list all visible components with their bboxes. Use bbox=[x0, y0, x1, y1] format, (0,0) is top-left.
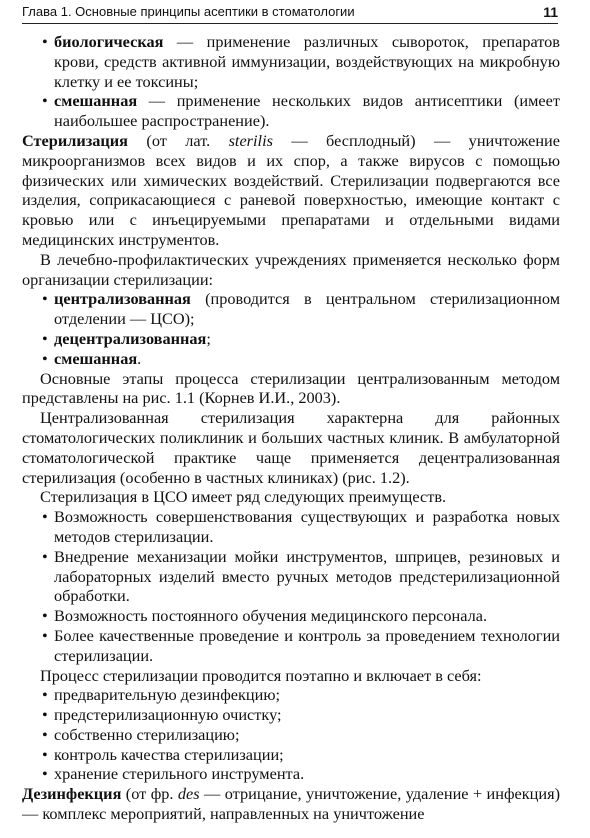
forms-intro: В лечебно-профилактических учреждениях применяется несколько форм организации стерилизации: bbox=[22, 249, 560, 289]
advantages-list bbox=[22, 507, 560, 665]
advantages-intro: Стерилизация в ЦСО имеет ряд следующих преимуществ. bbox=[40, 487, 447, 507]
list-item: • биологическая — применение различных сывороток, препаратов крови, средств активной иммунизации, воздействующих на микробную клетку и ее токсины; bbox=[22, 32, 560, 91]
page-number: 11 bbox=[543, 3, 558, 20]
list-item: • смешанная. bbox=[22, 349, 560, 369]
running-header bbox=[22, 0, 558, 24]
disinfection-definition: Дезинфекция (от фр. des — отрицание, уничтожение, удаление + инфекция) — комплекс мероприятий, направленных на уничтожение bbox=[22, 784, 561, 824]
sterilization-definition: Стерилизация (от лат. sterilis — бесплодный) — уничтожение микроорганизмов всех видов и их спор, а также вирусов с помощью физических или химических воздействий. Стерилизации подвергаются все изделия, соприкасающиеся с раневой поверхностью, имеющие контакт с кровью или с инъецируемыми препаратами и отдельными видами медицинских инструментов. bbox=[22, 130, 560, 249]
process-list bbox=[22, 685, 560, 784]
list-item: • хранение стерильного инструмента. bbox=[22, 764, 560, 784]
centralized-paragraph: Централизованная стерилизация характерна для районных стоматологических поликлиник и больших частных клиник. В амбулаторной стоматологической практике чаще применяется децентрализованная стерилизация (особенно в частных клиниках) (рис. 1.2). bbox=[22, 408, 560, 487]
list-item: • централизованная (проводится в центральном стерилизационном отделении — ЦСО); bbox=[22, 289, 560, 329]
sterilization-forms-list bbox=[22, 289, 560, 368]
list-item: • предстерилизационную очистку; bbox=[22, 705, 560, 725]
list-item: • смешанная — применение нескольких видов антисептики (имеет наибольшее распространение). bbox=[22, 91, 560, 131]
list-item: • Внедрение механизации мойки инструментов, шприцев, резиновых и лабораторных изделий вместо ручных методов предстерилизационной обработки. bbox=[22, 547, 560, 606]
list-item: • Возможность совершенствования существующих и разработка новых методов стерилизации. bbox=[22, 507, 560, 547]
list-item: • децентрализованная; bbox=[22, 329, 560, 349]
list-item: • предварительную дезинфекцию; bbox=[22, 685, 560, 705]
list-item: • Более качественные проведение и контроль за проведением технологии стерилизации. bbox=[22, 626, 560, 666]
antiseptic-types-list bbox=[22, 32, 560, 131]
page-content bbox=[22, 32, 560, 824]
process-intro: Процесс стерилизации проводится поэтапно и включает в себя: bbox=[40, 665, 482, 685]
chapter-title: Глава 1. Основные принципы асептики в стоматологии bbox=[22, 4, 355, 19]
list-item: • собственно стерилизацию; bbox=[22, 725, 560, 745]
list-item: • контроль качества стерилизации; bbox=[22, 745, 560, 765]
stages-paragraph: Основные этапы процесса стерилизации централизованным методом представлены на рис. 1.1 (Корнев И.И., 2003). bbox=[22, 368, 560, 408]
list-item: • Возможность постоянного обучения медицинского персонала. bbox=[22, 606, 560, 626]
